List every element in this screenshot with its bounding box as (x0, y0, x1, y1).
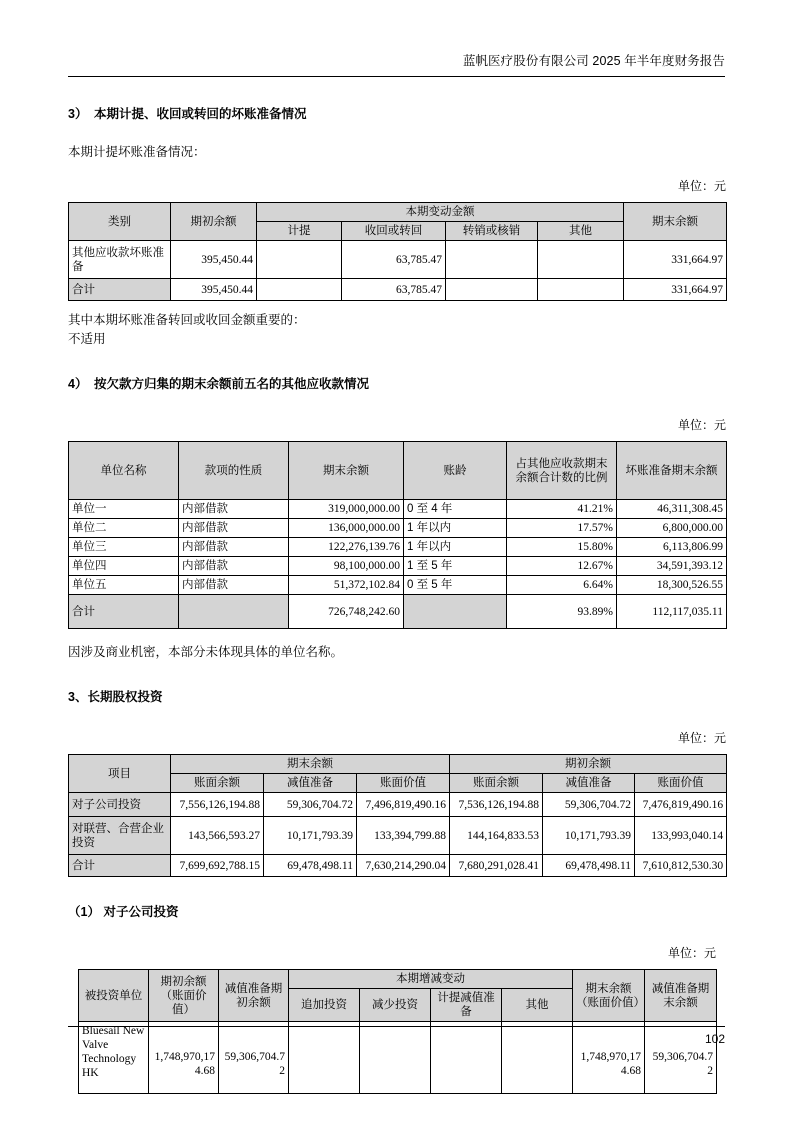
col-header-opening-book-value: 账面价值 (635, 774, 727, 793)
cell-opening-book-value: 7,476,819,490.16 (635, 793, 727, 817)
cell-nature: 内部借款 (179, 500, 289, 519)
cell-closing-book-value: 7,496,819,490.16 (357, 793, 450, 817)
section-4-note: 因涉及商业机密，本部分未体现具体的单位名称。 (68, 645, 344, 659)
cell-reduce-investment (360, 1022, 431, 1094)
cell-closing-balance: 319,000,000.00 (289, 500, 404, 519)
cell-written-off (446, 241, 538, 279)
cell-closing-balance: 136,000,000.00 (289, 519, 404, 538)
cell-proportion: 12.67% (507, 557, 617, 576)
col-header-impairment-provision: 计提减值准备 (431, 989, 502, 1022)
col-header-closing-book-value: 账面价值 (357, 774, 450, 793)
top-five-receivables-table (68, 441, 727, 629)
col-header-investee: 被投资单位 (79, 970, 149, 1022)
cell-bad-debt-closing: 18,300,526.55 (617, 576, 727, 595)
cell-opening-book-value: 133,993,040.14 (635, 817, 727, 855)
cell-proportion: 15.80% (507, 538, 617, 557)
unit-label-table-3: 单位：元 (677, 731, 726, 745)
cell-aging: 1 至 5 年 (404, 557, 507, 576)
table-row (69, 557, 727, 576)
running-header: 蓝帆医疗股份有限公司 2025 年半年度财务报告 (462, 54, 725, 68)
unit-label-table-2: 单位：元 (677, 418, 726, 432)
cell-impairment-closing: 59,306,704.72 (645, 1022, 717, 1094)
cell-written-off-total (446, 279, 538, 301)
heading-subsidiary-investment-title: 对子公司投资 (103, 905, 179, 919)
table-row (69, 793, 727, 817)
col-header-closing-impairment: 减值准备 (264, 774, 357, 793)
cell-closing-impairment: 59,306,704.72 (264, 793, 357, 817)
cell-closing-balance: 122,276,139.76 (289, 538, 404, 557)
heading-long-term-equity (68, 688, 726, 706)
cell-category-total: 合计 (69, 279, 171, 301)
col-header-impairment-closing: 减值准备期末余额 (645, 970, 717, 1022)
col-header-proportion: 占其他应收款期末余额合计数的比例 (507, 442, 617, 500)
unit-label-table-1: 单位：元 (677, 179, 726, 193)
col-header-closing-balance: 期末余额 (624, 203, 727, 241)
cell-unit-name: 单位五 (69, 576, 179, 595)
cell-bad-debt-closing-total: 112,117,035.11 (617, 595, 727, 629)
heading-subsidiary-investment-number: （1） (68, 905, 100, 919)
col-header-category: 类别 (69, 203, 171, 241)
cell-recovered-reversed: 63,785.47 (342, 241, 446, 279)
header-divider (68, 76, 725, 77)
col-header-opening-balance-bv: 期初余额（账面价值） (149, 970, 219, 1022)
col-header-item: 项目 (69, 755, 171, 793)
cell-opening-book-balance: 144,164,833.53 (450, 817, 543, 855)
col-header-opening-impairment: 减值准备 (543, 774, 635, 793)
cell-unit-name: 单位二 (69, 519, 179, 538)
col-header-opening-group: 期初余额 (450, 755, 727, 774)
col-header-period-change: 本期增减变动 (289, 970, 573, 989)
cell-proportion: 6.64% (507, 576, 617, 595)
cell-closing-impairment: 10,171,793.39 (264, 817, 357, 855)
cell-bad-debt-closing: 34,591,393.12 (617, 557, 727, 576)
cell-closing-book-balance: 143,566,593.27 (171, 817, 264, 855)
table-total-row (69, 855, 727, 877)
table-header-row (79, 970, 717, 989)
heading-section-3-number: 3） (68, 107, 88, 121)
cell-proportion: 17.57% (507, 519, 617, 538)
cell-opening-impairment-total: 69,478,498.11 (543, 855, 635, 877)
cell-unit-name: 单位三 (69, 538, 179, 557)
cell-nature-total (179, 595, 289, 629)
cell-aging-total (404, 595, 507, 629)
cell-unit-name: 单位一 (69, 500, 179, 519)
col-header-period-change: 本期变动金额 (257, 203, 624, 222)
table-total-row (69, 279, 727, 301)
heading-section-4-number: 4） (68, 377, 88, 391)
cell-closing-balance-total: 726,748,242.60 (289, 595, 404, 629)
table-header-row (69, 203, 727, 222)
table-row (69, 519, 727, 538)
cell-closing-balance: 98,100,000.00 (289, 557, 404, 576)
col-header-aging: 账龄 (404, 442, 507, 500)
cell-aging: 0 至 5 年 (404, 576, 507, 595)
page-number: 102 (704, 1032, 725, 1046)
cell-closing-balance-bv: 1,748,970,174.68 (573, 1022, 645, 1094)
table-row (69, 500, 727, 519)
cell-closing-book-balance-total: 7,699,692,788.15 (171, 855, 264, 877)
cell-opening-book-balance: 7,536,126,194.88 (450, 793, 543, 817)
cell-investee: Bluesail New Valve Technology HK (79, 1022, 149, 1094)
cell-opening-balance-total: 395,450.44 (171, 279, 257, 301)
cell-item-total: 合计 (69, 855, 171, 877)
col-header-reduce-investment: 减少投资 (360, 989, 431, 1022)
col-header-closing-balance: 期末余额 (289, 442, 404, 500)
cell-category: 其他应收款坏账准备 (69, 241, 171, 279)
cell-unit-name: 单位四 (69, 557, 179, 576)
cell-add-investment (289, 1022, 360, 1094)
col-header-opening-book-balance: 账面余额 (450, 774, 543, 793)
cell-closing-balance: 51,372,102.84 (289, 576, 404, 595)
heading-section-4-title: 按欠款方归集的期末余额前五名的其他应收款情况 (94, 377, 370, 391)
heading-subsidiary-investment (68, 903, 726, 921)
page-content (68, 105, 726, 1094)
cell-opening-book-value-total: 7,610,812,530.30 (635, 855, 727, 877)
section-3-note-line-2: 不适用 (68, 332, 106, 346)
table-total-row (69, 595, 727, 629)
cell-item: 对子公司投资 (69, 793, 171, 817)
table-row (69, 538, 727, 557)
table-row (69, 241, 727, 279)
col-header-unit-name: 单位名称 (69, 442, 179, 500)
col-header-opening-balance: 期初余额 (171, 203, 257, 241)
col-header-closing-group: 期末余额 (171, 755, 450, 774)
col-header-other: 其他 (502, 989, 573, 1022)
section-3-note-line-1: 其中本期坏账准备转回或收回金额重要的： (68, 313, 306, 327)
unit-label-table-4: 单位：元 (667, 946, 716, 960)
long-term-equity-investment-table (68, 754, 727, 877)
cell-other (538, 241, 624, 279)
footer-divider (68, 1026, 725, 1027)
cell-bad-debt-closing: 6,113,806.99 (617, 538, 727, 557)
heading-section-3 (68, 105, 726, 123)
cell-proportion: 41.21% (507, 500, 617, 519)
cell-recovered-reversed-total: 63,785.47 (342, 279, 446, 301)
cell-nature: 内部借款 (179, 519, 289, 538)
cell-provision-total (257, 279, 342, 301)
cell-closing-balance: 331,664.97 (624, 241, 727, 279)
cell-bad-debt-closing: 46,311,308.45 (617, 500, 727, 519)
subsidiary-investment-table (78, 969, 717, 1094)
col-header-nature: 款项的性质 (179, 442, 289, 500)
table-header-row (69, 442, 727, 500)
col-header-bad-debt-closing: 坏账准备期末余额 (617, 442, 727, 500)
cell-nature: 内部借款 (179, 538, 289, 557)
heading-long-term-equity-title: 长期股权投资 (87, 690, 163, 704)
cell-impairment-opening: 59,306,704.72 (219, 1022, 289, 1094)
cell-item: 对联营、合营企业投资 (69, 817, 171, 855)
col-header-other: 其他 (538, 222, 624, 241)
cell-opening-impairment: 10,171,793.39 (543, 817, 635, 855)
col-header-closing-balance-bv: 期末余额（账面价值） (573, 970, 645, 1022)
col-header-add-investment: 追加投资 (289, 989, 360, 1022)
cell-closing-book-balance: 7,556,126,194.88 (171, 793, 264, 817)
cell-closing-book-value-total: 7,630,214,290.04 (357, 855, 450, 877)
cell-bad-debt-closing: 6,800,000.00 (617, 519, 727, 538)
cell-provision (257, 241, 342, 279)
col-header-written-off: 转销或核销 (446, 222, 538, 241)
cell-aging: 0 至 4 年 (404, 500, 507, 519)
cell-nature: 内部借款 (179, 576, 289, 595)
cell-other (502, 1022, 573, 1094)
table-row (69, 576, 727, 595)
cell-aging: 1 年以内 (404, 519, 507, 538)
bad-debt-provision-table (68, 202, 727, 301)
heading-section-3-title: 本期计提、收回或转回的坏账准备情况 (94, 107, 307, 121)
cell-closing-balance-total: 331,664.97 (624, 279, 727, 301)
cell-closing-book-value: 133,394,799.88 (357, 817, 450, 855)
cell-other-total (538, 279, 624, 301)
cell-nature: 内部借款 (179, 557, 289, 576)
table-row (79, 1022, 717, 1094)
cell-unit-name-total: 合计 (69, 595, 179, 629)
cell-opening-balance-bv: 1,748,970,174.68 (149, 1022, 219, 1094)
cell-opening-impairment: 59,306,704.72 (543, 793, 635, 817)
col-header-impairment-opening: 减值准备期初余额 (219, 970, 289, 1022)
table-row (69, 817, 727, 855)
cell-impairment-provision (431, 1022, 502, 1094)
cell-opening-book-balance-total: 7,680,291,028.41 (450, 855, 543, 877)
table-header-row (69, 755, 727, 774)
cell-proportion-total: 93.89% (507, 595, 617, 629)
section-3-intro: 本期计提坏账准备情况： (68, 145, 206, 159)
col-header-recovered-reversed: 收回或转回 (342, 222, 446, 241)
heading-long-term-equity-number: 3、 (68, 690, 88, 704)
heading-section-4 (68, 375, 726, 393)
col-header-closing-book-balance: 账面余额 (171, 774, 264, 793)
cell-aging: 1 年以内 (404, 538, 507, 557)
col-header-provision: 计提 (257, 222, 342, 241)
cell-opening-balance: 395,450.44 (171, 241, 257, 279)
cell-closing-impairment-total: 69,478,498.11 (264, 855, 357, 877)
